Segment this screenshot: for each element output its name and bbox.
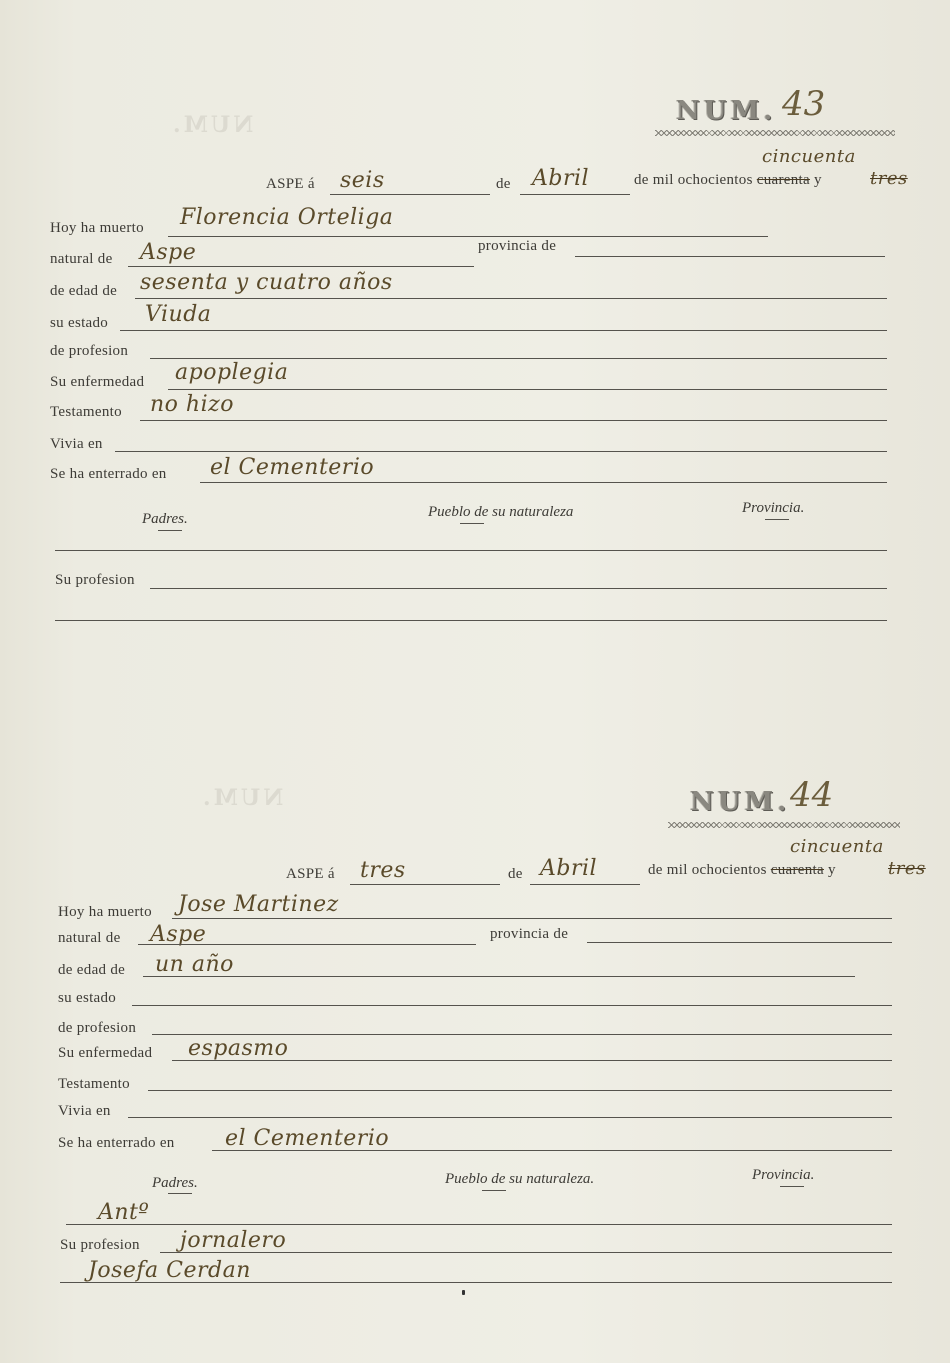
profession-value: jornalero (180, 1228, 287, 1253)
provincia-line (575, 256, 885, 257)
field-label-profession: de profesion (50, 343, 129, 359)
header-province: Provincia. (752, 1167, 815, 1183)
parent-line-2 (60, 1282, 892, 1283)
field-value-age: un año (155, 952, 234, 977)
place-label: ASPE á (286, 866, 335, 882)
field-label-deceased: Hoy ha muerto (58, 904, 152, 920)
field-value-burial: el Cementerio (210, 455, 375, 480)
father-name: Antº (98, 1200, 150, 1225)
header-underline (460, 523, 484, 524)
year-inserted: cincuenta (790, 836, 884, 857)
ornamental-rule (668, 822, 900, 828)
year-struck-2: tres (870, 168, 908, 189)
place-label: ASPE á (266, 176, 315, 192)
field-label-illness: Su enfermedad (58, 1045, 153, 1061)
year-inserted: cincuenta (762, 146, 856, 167)
header-province: Provincia. (742, 500, 805, 516)
year-prefix (634, 172, 822, 189)
field-value-illness: espasmo (188, 1036, 289, 1061)
field-line-profession (152, 1034, 892, 1035)
month-line (530, 884, 640, 885)
profession-label: Su profesion (55, 572, 135, 588)
field-label-will: Testamento (50, 404, 122, 420)
record-number-value: 43 (782, 84, 826, 124)
field-line-status (120, 330, 887, 331)
record-number-value: 44 (790, 775, 834, 815)
bleed-through-text: NUM. (170, 112, 254, 138)
ink-mark (462, 1290, 465, 1295)
field-line-illness (172, 1060, 892, 1061)
field-label-burial: Se ha enterrado en (58, 1135, 175, 1151)
record-number-label: NUM. (676, 96, 777, 126)
field-label-deceased: Hoy ha muerto (50, 220, 144, 236)
provincia-label: provincia de (478, 238, 557, 254)
field-value-natural: Aspe (150, 922, 207, 947)
field-label-illness: Su enfermedad (50, 374, 145, 390)
field-label-status: su estado (58, 990, 117, 1006)
field-label-profession: de profesion (58, 1020, 137, 1036)
year-prefix-text: de mil ochocientos (648, 862, 767, 878)
header-underline (482, 1190, 506, 1191)
field-label-age: de edad de (50, 283, 118, 299)
header-birthplace: Pueblo de su naturaleza (428, 504, 574, 520)
field-label-residence: Vivia en (58, 1103, 111, 1119)
field-value-natural: Aspe (140, 240, 197, 265)
field-line-age (143, 976, 855, 977)
month-value: Abril (540, 856, 598, 881)
parent-line-1 (55, 550, 887, 551)
field-label-status: su estado (50, 315, 109, 331)
field-label-natural: natural de (50, 251, 113, 267)
ornamental-rule (655, 130, 895, 136)
year-struck-2: tres (888, 858, 926, 879)
field-value-deceased: Florencia Orteliga (180, 205, 394, 230)
profession-line (160, 1252, 892, 1253)
parent-line-2 (55, 620, 887, 621)
field-value-status: Viuda (145, 302, 212, 327)
day-line (330, 194, 490, 195)
field-line-residence (115, 451, 887, 452)
year-struck: cuarenta (756, 172, 810, 188)
year-prefix-text: de mil ochocientos (634, 172, 753, 188)
profession-label: Su profesion (60, 1237, 140, 1253)
field-label-burial: Se ha enterrado en (50, 466, 167, 482)
field-line-will (140, 420, 887, 421)
header-birthplace: Pueblo de su naturaleza. (445, 1171, 595, 1187)
field-line-natural (128, 266, 474, 267)
field-line-burial (200, 482, 887, 483)
year-y: y (814, 172, 822, 188)
header-underline (158, 530, 182, 531)
field-label-will: Testamento (58, 1076, 130, 1092)
year-prefix (648, 862, 836, 879)
provincia-line (587, 942, 892, 943)
field-line-profession (150, 358, 887, 359)
year-struck: cuarenta (770, 862, 824, 878)
field-line-illness (168, 389, 887, 390)
field-value-deceased: Jose Martinez (178, 892, 339, 917)
field-value-age: sesenta y cuatro años (140, 270, 393, 295)
field-label-residence: Vivia en (50, 436, 103, 452)
month-line (520, 194, 630, 195)
header-underline (765, 519, 789, 520)
bleed-through-text: NUM. (200, 785, 284, 811)
profession-line (150, 588, 887, 589)
header-parents: Padres. (152, 1175, 198, 1191)
header-parents: Padres. (142, 511, 188, 527)
header-underline (780, 1186, 804, 1187)
field-value-burial: el Cementerio (225, 1126, 390, 1151)
field-label-age: de edad de (58, 962, 126, 978)
field-label-natural: natural de (58, 930, 121, 946)
mother-name: Josefa Cerdan (88, 1258, 251, 1283)
header-underline (168, 1193, 192, 1194)
field-line-natural (138, 944, 476, 945)
day-line (350, 884, 500, 885)
de-label: de (508, 866, 523, 882)
provincia-label: provincia de (490, 926, 569, 942)
field-line-age (135, 298, 887, 299)
field-line-deceased (168, 236, 768, 237)
parent-line-1 (66, 1224, 892, 1225)
field-line-burial (212, 1150, 892, 1151)
day-value: tres (360, 858, 406, 883)
field-line-deceased (172, 918, 892, 919)
year-y: y (828, 862, 836, 878)
de-label: de (496, 176, 511, 192)
field-line-status (132, 1005, 892, 1006)
field-line-residence (128, 1117, 892, 1118)
month-value: Abril (532, 166, 590, 191)
field-value-will: no hizo (150, 392, 234, 417)
field-line-will (148, 1090, 892, 1091)
field-value-illness: apoplegia (175, 360, 289, 385)
record-number-label: NUM. (690, 787, 791, 817)
day-value: seis (340, 168, 385, 193)
